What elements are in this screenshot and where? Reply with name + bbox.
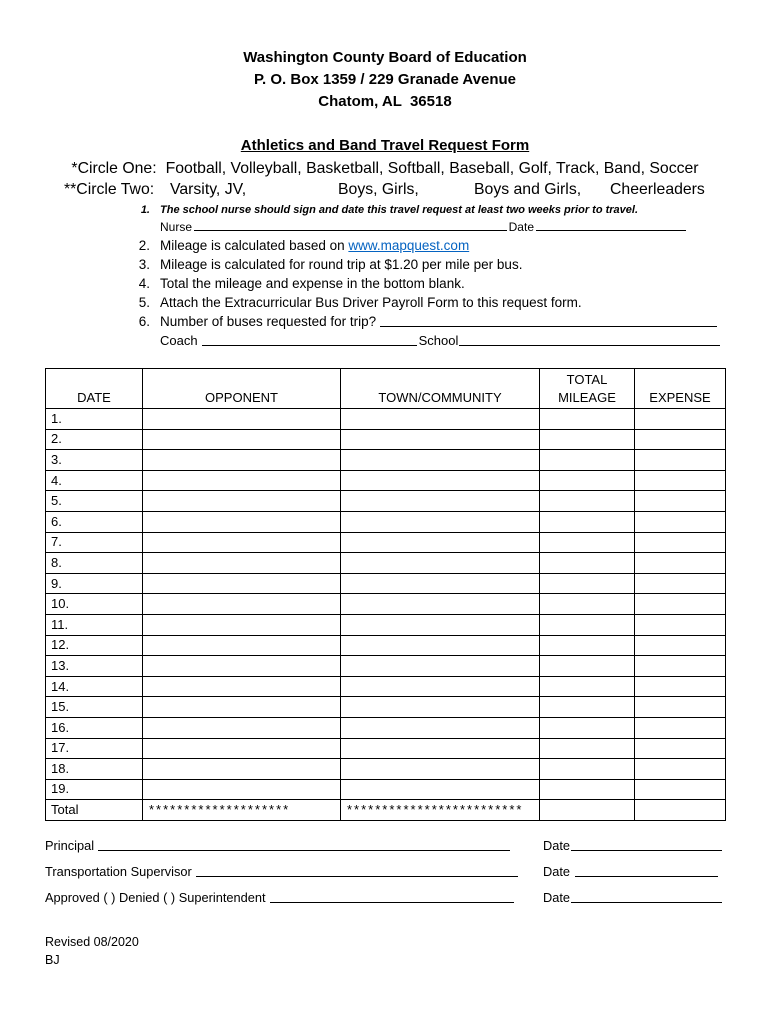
date-cell[interactable] (46, 553, 143, 574)
circle-two-option: Boys, Girls, (338, 181, 419, 198)
expense-cell[interactable] (635, 656, 726, 677)
opponent-cell[interactable] (143, 594, 341, 615)
author-initials: BJ (45, 953, 60, 967)
expense-cell[interactable] (635, 511, 726, 532)
principal-date-field[interactable] (571, 850, 722, 851)
date-cell[interactable] (46, 779, 143, 800)
col-header-date: DATE (46, 369, 143, 409)
expense-cell[interactable] (635, 717, 726, 738)
mileage-cell[interactable] (540, 676, 635, 697)
expense-cell[interactable] (635, 409, 726, 430)
transportation-supervisor-signature-field[interactable] (196, 876, 518, 877)
date-cell[interactable] (46, 614, 143, 635)
buses-requested-row (160, 314, 717, 330)
row-number: 3. (51, 451, 62, 467)
mileage-cell[interactable] (540, 759, 635, 780)
row-number: 19. (51, 781, 70, 797)
signature-date-label: Date (543, 864, 571, 879)
opponent-cell[interactable] (143, 614, 341, 635)
total-town-asterisks: ************************* (347, 802, 524, 818)
nurse-signature-row (160, 220, 686, 234)
total-expense-cell[interactable] (635, 800, 726, 821)
row-number: 15. (51, 699, 70, 715)
table-row (46, 717, 726, 738)
town-cell[interactable] (341, 470, 540, 491)
transportation-supervisor-date-row (543, 864, 718, 880)
coach-name-field[interactable] (202, 345, 417, 346)
row-number: 18. (51, 760, 70, 776)
total-label-cell (46, 800, 143, 821)
town-cell[interactable] (341, 759, 540, 780)
transportation-supervisor-date-field[interactable] (575, 876, 718, 877)
city-state-zip: Chatom, AL 36518 (318, 93, 452, 110)
instruction-item-2 (160, 238, 469, 254)
signature-label: Approved ( ) Denied ( ) Superintendent (45, 890, 266, 905)
mileage-cell[interactable] (540, 594, 635, 615)
mileage-cell[interactable] (540, 532, 635, 553)
table-row (46, 594, 726, 615)
mileage-cell[interactable] (540, 779, 635, 800)
town-cell[interactable] (341, 491, 540, 512)
opponent-cell[interactable] (143, 470, 341, 491)
expense-cell[interactable] (635, 573, 726, 594)
town-cell[interactable] (341, 553, 540, 574)
table-row (46, 635, 726, 656)
date-cell[interactable] (46, 759, 143, 780)
instruction-number: 3. (138, 257, 150, 272)
expense-cell[interactable] (635, 491, 726, 512)
date-cell[interactable] (46, 738, 143, 759)
town-cell[interactable] (341, 656, 540, 677)
opponent-cell[interactable] (143, 697, 341, 718)
superintendent-date-row (543, 890, 722, 906)
date-cell[interactable] (46, 717, 143, 738)
opponent-cell[interactable] (143, 532, 341, 553)
signature-date-label: Date (543, 838, 571, 853)
coach-school-row (160, 333, 720, 349)
organization-name: Washington County Board of Education (243, 49, 527, 66)
expense-cell[interactable] (635, 738, 726, 759)
row-number: 6. (51, 513, 62, 529)
coach-label: Coach (160, 333, 198, 348)
mileage-cell[interactable] (540, 511, 635, 532)
town-cell[interactable] (341, 511, 540, 532)
table-row (46, 409, 726, 430)
circle-two-option: Boys and Girls, (474, 181, 582, 198)
instruction-text: The school nurse should sign and date this travel request at least two weeks prior to travel. (160, 204, 639, 216)
mileage-cell[interactable] (540, 573, 635, 594)
town-cell[interactable] (341, 429, 540, 450)
mapquest-link[interactable]: www.mapquest.com (348, 238, 470, 253)
opponent-cell[interactable] (143, 717, 341, 738)
row-number: 4. (51, 472, 62, 488)
col-header-opponent: OPPONENT (143, 369, 341, 409)
col-header-expense: EXPENSE (635, 369, 726, 409)
signature-label: Principal (45, 838, 95, 853)
opponent-cell[interactable] (143, 409, 341, 430)
row-number: 1. (51, 410, 62, 426)
total-mileage-cell[interactable] (540, 800, 635, 821)
table-row (46, 532, 726, 553)
town-cell[interactable] (341, 779, 540, 800)
superintendent-signature-row (45, 890, 514, 906)
signature-label: Transportation Supervisor (45, 864, 192, 879)
table-row (46, 511, 726, 532)
expense-cell[interactable] (635, 779, 726, 800)
instruction-text: Total the mileage and expense in the bottom blank. (160, 276, 465, 291)
instruction-number: 2. (138, 238, 150, 253)
mileage-cell[interactable] (540, 738, 635, 759)
revision-note: Revised 08/2020 (45, 935, 139, 949)
table-header-row (46, 369, 726, 409)
col-header-total-mileage (540, 369, 635, 409)
transportation-supervisor-signature-row (45, 864, 518, 880)
expense-cell[interactable] (635, 470, 726, 491)
date-cell[interactable] (46, 409, 143, 430)
opponent-cell[interactable] (143, 676, 341, 697)
row-number: 2. (51, 431, 62, 447)
opponent-cell[interactable] (143, 553, 341, 574)
expense-cell[interactable] (635, 594, 726, 615)
row-number: 17. (51, 740, 70, 756)
school-label: School (418, 333, 459, 348)
school-name-field[interactable] (459, 345, 720, 346)
row-number: 8. (51, 554, 62, 570)
date-cell[interactable] (46, 573, 143, 594)
row-number: 16. (51, 719, 70, 735)
buses-count-field[interactable] (380, 326, 717, 327)
nurse-date-field[interactable] (536, 230, 686, 231)
row-number: 7. (51, 534, 62, 550)
expense-cell[interactable] (635, 697, 726, 718)
mileage-cell[interactable] (540, 553, 635, 574)
superintendent-signature-field[interactable] (270, 902, 514, 903)
town-cell[interactable] (341, 532, 540, 553)
form-title-line (0, 137, 770, 155)
row-number: 5. (51, 493, 62, 509)
expense-cell[interactable] (635, 532, 726, 553)
instruction-number: 1. (140, 204, 150, 216)
table-row (46, 676, 726, 697)
table-row (46, 491, 726, 512)
town-cell[interactable] (341, 594, 540, 615)
nurse-date-label: Date (508, 220, 534, 234)
mileage-cell[interactable] (540, 717, 635, 738)
opponent-cell[interactable] (143, 491, 341, 512)
town-cell[interactable] (341, 573, 540, 594)
table-row (46, 738, 726, 759)
opponent-cell[interactable] (143, 450, 341, 471)
opponent-cell[interactable] (143, 573, 341, 594)
form-title: Athletics and Band Travel Request Form (240, 137, 530, 154)
date-cell[interactable] (46, 594, 143, 615)
expense-cell[interactable] (635, 635, 726, 656)
date-cell[interactable] (46, 656, 143, 677)
circle-two-option: Cheerleaders (610, 181, 705, 198)
mileage-cell[interactable] (540, 697, 635, 718)
instruction-number: 5. (138, 295, 150, 310)
town-cell[interactable] (341, 738, 540, 759)
town-cell[interactable] (341, 614, 540, 635)
town-cell[interactable] (341, 676, 540, 697)
nurse-signature-field[interactable] (194, 230, 507, 231)
instruction-text: Attach the Extracurricular Bus Driver Payroll Form to this request form. (160, 295, 582, 310)
address-line: P. O. Box 1359 / 229 Granade Avenue (253, 71, 517, 88)
town-cell[interactable] (341, 697, 540, 718)
table-row (46, 470, 726, 491)
opponent-cell[interactable] (143, 738, 341, 759)
circle-two-option: Varsity, JV, (170, 181, 247, 198)
date-cell[interactable] (46, 532, 143, 553)
date-cell[interactable] (46, 697, 143, 718)
date-cell[interactable] (46, 450, 143, 471)
principal-date-row (543, 838, 722, 854)
circle-one-label: *Circle One: (71, 160, 157, 177)
opponent-cell[interactable] (143, 635, 341, 656)
col-header-total-mileage-line2: MILEAGE (558, 390, 616, 405)
mileage-cell[interactable] (540, 614, 635, 635)
expense-cell[interactable] (635, 450, 726, 471)
expense-cell[interactable] (635, 429, 726, 450)
table-row (46, 450, 726, 471)
total-town-cell (341, 800, 540, 821)
expense-cell[interactable] (635, 553, 726, 574)
travel-table (45, 368, 726, 821)
instruction-number: 4. (138, 276, 150, 291)
mileage-cell[interactable] (540, 656, 635, 677)
table-row (46, 573, 726, 594)
date-cell[interactable] (46, 491, 143, 512)
table-row (46, 697, 726, 718)
instruction-text: Mileage is calculated based on (160, 238, 345, 253)
circle-two-label: **Circle Two: (64, 181, 155, 198)
town-cell[interactable] (341, 717, 540, 738)
signature-date-label: Date (543, 890, 571, 905)
mileage-cell[interactable] (540, 429, 635, 450)
date-cell[interactable] (46, 470, 143, 491)
total-row (46, 800, 726, 821)
col-header-total-mileage-line1: TOTAL (566, 372, 608, 387)
expense-cell[interactable] (635, 614, 726, 635)
row-number: 10. (51, 596, 70, 612)
nurse-label: Nurse (160, 220, 193, 234)
instruction-number: 6. (138, 314, 150, 329)
expense-cell[interactable] (635, 676, 726, 697)
total-opponent-cell (143, 800, 341, 821)
town-cell[interactable] (341, 635, 540, 656)
circle-one-line (0, 160, 770, 178)
instruction-text: Mileage is calculated for round trip at $1.20 per mile per bus. (160, 257, 523, 272)
date-cell[interactable] (46, 635, 143, 656)
opponent-cell[interactable] (143, 511, 341, 532)
row-number: 14. (51, 678, 70, 694)
table-row (46, 656, 726, 677)
total-label: Total (51, 802, 79, 818)
col-header-town-community: TOWN/COMMUNITY (341, 369, 540, 409)
table-row (46, 759, 726, 780)
mileage-cell[interactable] (540, 450, 635, 471)
row-number: 13. (51, 657, 70, 673)
principal-signature-field[interactable] (98, 850, 510, 851)
town-cell[interactable] (341, 450, 540, 471)
total-opponent-asterisks: ******************** (149, 802, 291, 818)
date-cell[interactable] (46, 511, 143, 532)
table-row (46, 553, 726, 574)
opponent-cell[interactable] (143, 429, 341, 450)
row-number: 11. (51, 616, 69, 632)
instruction-text: Number of buses requested for trip? (160, 314, 377, 329)
expense-cell[interactable] (635, 759, 726, 780)
date-cell[interactable] (46, 676, 143, 697)
mileage-cell[interactable] (540, 491, 635, 512)
mileage-cell[interactable] (540, 635, 635, 656)
superintendent-date-field[interactable] (571, 902, 722, 903)
table-row (46, 429, 726, 450)
opponent-cell[interactable] (143, 779, 341, 800)
row-number: 9. (51, 575, 62, 591)
circle-one-options: Football, Volleyball, Basketball, Softball, Baseball, Golf, Track, Band, Soccer (165, 160, 699, 177)
row-number: 12. (51, 637, 70, 653)
mileage-cell[interactable] (540, 470, 635, 491)
date-cell[interactable] (46, 429, 143, 450)
town-cell[interactable] (341, 409, 540, 430)
opponent-cell[interactable] (143, 759, 341, 780)
mileage-cell[interactable] (540, 409, 635, 430)
principal-signature-row (45, 838, 510, 854)
table-row (46, 614, 726, 635)
opponent-cell[interactable] (143, 656, 341, 677)
table-row (46, 779, 726, 800)
